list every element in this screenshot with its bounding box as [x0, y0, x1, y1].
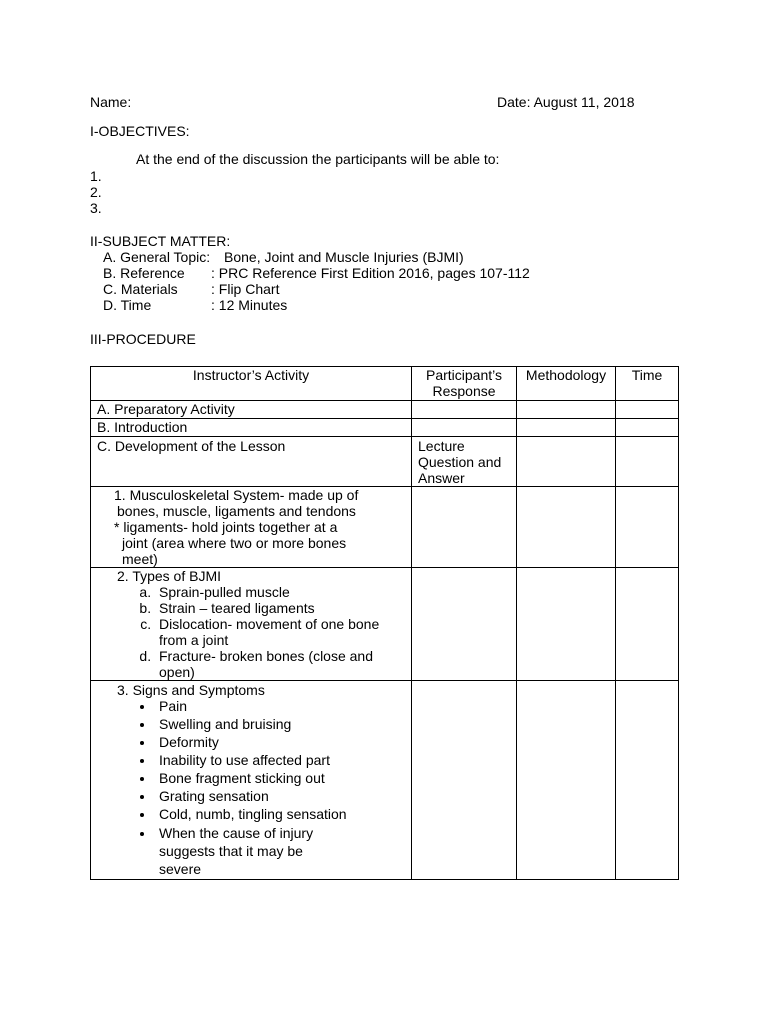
subject-materials-value: : Flip Chart — [211, 281, 280, 297]
list-item: d. Fracture- broken bones (close and open) — [155, 648, 405, 680]
objective-item-2: 2. — [90, 184, 102, 200]
subject-reference-label: B. Reference — [103, 265, 185, 281]
section2-title: 2. Types of BJMI — [117, 568, 222, 584]
table-row — [91, 419, 679, 437]
section1-title: 1. Musculoskeletal System- made up of — [114, 487, 359, 503]
methodology-cell — [517, 487, 616, 568]
methodology-cell — [517, 419, 616, 437]
list-item: • Deformity — [155, 734, 405, 751]
time-cell — [616, 487, 679, 568]
response-cell — [412, 487, 517, 568]
methodology-cell — [517, 401, 616, 419]
list-item: b. Strain – teared ligaments — [155, 600, 405, 616]
bjmi-types-list — [97, 584, 405, 680]
list-item: • Swelling and bruising — [155, 716, 405, 733]
response-cell — [412, 401, 517, 419]
table-row — [91, 401, 679, 419]
objective-item-1: 1. — [90, 168, 102, 184]
section1-line3: * ligaments- hold joints together at a — [114, 519, 338, 535]
date-label: Date: August 11, 2018 — [497, 94, 635, 110]
list-item: • Pain — [155, 698, 405, 715]
activity-cell — [91, 487, 412, 568]
activity-cell — [91, 568, 412, 681]
response-cell: Lecture Question and Answer — [412, 437, 517, 487]
subject-matter-heading: II-SUBJECT MATTER: — [90, 233, 231, 249]
activity-cell — [91, 681, 412, 880]
col-participant-response: Participant’s Response — [412, 367, 517, 401]
procedure-table — [90, 366, 679, 880]
list-item: a. Sprain-pulled muscle — [155, 584, 405, 600]
list-item: • When the cause of injury suggests that it may be severe — [155, 824, 405, 878]
table-row — [91, 568, 679, 681]
list-item: • Cold, numb, tingling sensation — [155, 806, 405, 823]
methodology-cell — [517, 437, 616, 487]
table-header-row — [91, 367, 679, 401]
list-item: • Inability to use affected part — [155, 752, 405, 769]
table-row — [91, 437, 679, 487]
activity-cell: C. Development of the Lesson — [91, 437, 412, 487]
section1-line2: bones, muscle, ligaments and tendons — [117, 503, 356, 519]
section3-title: 3. Signs and Symptoms — [117, 682, 265, 698]
objectives-heading: I-OBJECTIVES: — [90, 123, 190, 139]
subject-topic-value: Bone, Joint and Muscle Injuries (BJMI) — [224, 249, 464, 265]
list-item: • Grating sensation — [155, 788, 405, 805]
section1-line5: meet) — [122, 551, 158, 567]
col-time: Time — [616, 367, 679, 401]
methodology-cell — [517, 681, 616, 880]
subject-time-value: : 12 Minutes — [211, 297, 288, 313]
list-item: • Bone fragment sticking out — [155, 770, 405, 787]
table-row — [91, 681, 679, 880]
activity-cell: B. Introduction — [91, 419, 412, 437]
time-cell — [616, 568, 679, 681]
time-cell — [616, 681, 679, 880]
section1-line4: joint (area where two or more bones — [122, 535, 347, 551]
time-cell — [616, 437, 679, 487]
activity-cell: A. Preparatory Activity — [91, 401, 412, 419]
time-cell — [616, 401, 679, 419]
time-cell — [616, 419, 679, 437]
subject-time-label: D. Time — [103, 297, 152, 313]
methodology-cell — [517, 568, 616, 681]
list-item: c. Dislocation- movement of one bone from a joint — [155, 616, 405, 648]
col-instructor-activity: Instructor’s Activity — [91, 367, 412, 401]
table-row — [91, 487, 679, 568]
col-methodology: Methodology — [517, 367, 616, 401]
response-cell — [412, 419, 517, 437]
objective-item-3: 3. — [90, 200, 102, 216]
objectives-intro: At the end of the discussion the participants will be able to: — [136, 151, 500, 167]
response-cell — [412, 568, 517, 681]
name-label: Name: — [90, 94, 132, 110]
response-cell — [412, 681, 517, 880]
signs-symptoms-list — [97, 698, 405, 878]
subject-reference-value: : PRC Reference First Edition 2016, pages 107-112 — [211, 265, 530, 281]
subject-materials-label: C. Materials — [103, 281, 178, 297]
subject-topic-label: A. General Topic: — [103, 249, 211, 265]
procedure-heading: III-PROCEDURE — [90, 331, 196, 347]
